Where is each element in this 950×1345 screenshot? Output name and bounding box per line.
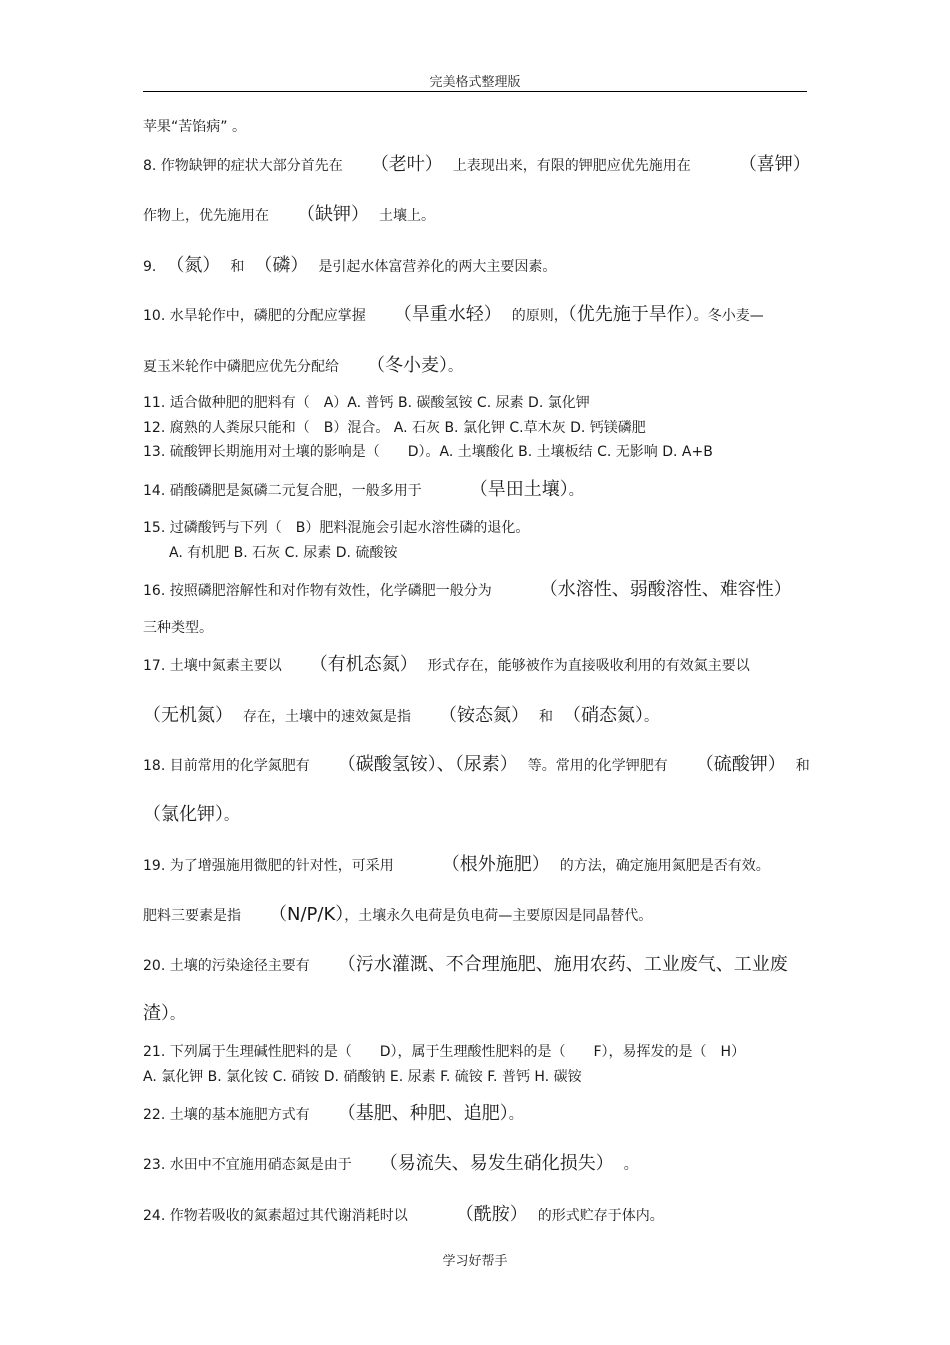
question-21-options xyxy=(143,1067,582,1087)
question-17-cont xyxy=(143,706,658,727)
question-24 xyxy=(143,1205,664,1226)
answer: （优先施于旱作） xyxy=(567,304,694,325)
question-10-cont xyxy=(143,356,462,377)
answer: （碳酸氢铵）、（尿素） xyxy=(337,754,518,775)
question-19 xyxy=(143,855,770,876)
text: 10. 水旱轮作中，磷肥的分配应掌握 xyxy=(143,308,366,324)
text: 11. 适合做种肥的肥料有（ A）A. 普钙 B. 碳酸氢铵 C. 尿素 D. 氯化钾 xyxy=(143,395,590,411)
question-22 xyxy=(143,1104,523,1125)
question-8 xyxy=(143,155,811,176)
text: 和 xyxy=(539,709,553,725)
question-11 xyxy=(143,393,590,413)
text: 作物上，优先施用在 xyxy=(143,208,269,224)
answer: （有机态氮） xyxy=(309,654,418,675)
question-17 xyxy=(143,655,750,676)
text: 。 xyxy=(623,1157,638,1173)
text: 存在，土壤中的速效氮是指 xyxy=(243,709,411,725)
text: A. 氯化钾 B. 氯化铵 C. 硝铵 D. 硝酸钠 E. 尿素 F. 硫铵 F. 普钙 H. 碳铵 xyxy=(143,1069,582,1085)
answer: （硫酸钾） xyxy=(695,754,786,775)
text: 15. 过磷酸钙与下列（ B）肥料混施会引起水溶性磷的退化。 xyxy=(143,520,530,536)
text: 23. 水田中不宜施用硝态氮是由于 xyxy=(143,1157,352,1173)
answer: （N/P/K） xyxy=(269,904,345,925)
answer: （硝态氮） xyxy=(563,705,644,726)
answer: （旱田土壤） xyxy=(469,479,569,500)
answer: （无机氮） xyxy=(143,705,233,726)
text: A. 有机肥 B. 石灰 C. 尿素 D. 硫酸铵 xyxy=(169,545,398,561)
text: 是引起水体富营养化的两大主要因素。 xyxy=(318,259,557,275)
text: 。 xyxy=(224,808,238,824)
answer: （根外施肥） xyxy=(441,854,550,875)
answer: （旱重水轻） xyxy=(393,304,502,325)
text: 21. 下列属于生理碱性肥料的是（ D），属于生理酸性肥料的是（ F），易挥发的是（ H） xyxy=(143,1044,746,1060)
question-23 xyxy=(143,1154,638,1175)
text: 。 xyxy=(508,1107,523,1123)
question-20-cont xyxy=(143,1004,184,1025)
question-8-cont xyxy=(143,205,435,226)
text: 9. xyxy=(143,259,157,275)
text: 和 xyxy=(795,758,810,774)
text: 形式存在，能够被作为直接吸收利用的有效氮主要以 xyxy=(427,658,750,674)
answer: （基肥、种肥、追肥） xyxy=(337,1103,509,1124)
text: 等。常用的化学钾肥有 xyxy=(527,758,668,774)
text: 12. 腐熟的人粪尿只能和（ B）混合。 A. 石灰 B. 氯化钾 C.草木灰 D. 钙镁磷肥 xyxy=(143,420,646,436)
text: 土壤上。 xyxy=(379,208,435,224)
text: 。 xyxy=(448,359,462,375)
text: 肥料三要素是指 xyxy=(143,908,241,924)
text: 17. 土壤中氮素主要以 xyxy=(143,658,282,674)
text: 。冬小麦— xyxy=(693,308,764,324)
answer: （氯化钾） xyxy=(143,804,224,825)
text: 22. 土壤的基本施肥方式有 xyxy=(143,1107,310,1123)
answer: （缺钾） xyxy=(297,204,369,225)
answer: （老叶） xyxy=(370,154,443,175)
text: 的形式贮存于体内。 xyxy=(537,1208,664,1224)
text: 。 xyxy=(170,1007,184,1023)
text: ，土壤永久电荷是负电荷—主要原因是同晶替代。 xyxy=(344,908,653,924)
question-20 xyxy=(143,955,788,976)
question-14 xyxy=(143,480,583,501)
text: 和 xyxy=(230,259,245,275)
answer: （喜钾） xyxy=(738,154,811,175)
question-10 xyxy=(143,305,764,326)
question-16-cont xyxy=(143,618,213,638)
answer: （污水灌溉、不合理施肥、施用农药、工业废气、工业废 xyxy=(337,954,788,975)
text: 的原则， xyxy=(511,308,568,324)
question-21 xyxy=(143,1042,745,1062)
answer: （酰胺） xyxy=(455,1204,528,1225)
question-9 xyxy=(143,256,556,277)
text: 20. 土壤的污染途径主要有 xyxy=(143,958,310,974)
page-footer: 学习好帮手 xyxy=(442,1254,508,1269)
answer: 渣） xyxy=(143,1003,170,1024)
answer: （氮） xyxy=(166,255,221,276)
text: 24. 作物若吸收的氮素超过其代谢消耗时以 xyxy=(143,1208,408,1224)
answer: （铵态氮） xyxy=(439,705,529,726)
answer: （磷） xyxy=(254,255,309,276)
text: 夏玉米轮作中磷肥应优先分配给 xyxy=(143,359,339,375)
text: 13. 硫酸钾长期施用对土壤的影响是（ D）。A. 土壤酸化 B. 土壤板结 C. 无影响 D. A+B xyxy=(143,444,713,460)
question-15-options xyxy=(169,543,397,563)
text: 8. 作物缺钾的症状大部分首先在 xyxy=(143,158,343,174)
text: 的方法，确定施用氮肥是否有效。 xyxy=(559,858,770,874)
answer: （易流失、易发生硝化损失） xyxy=(379,1153,614,1174)
text: 苹果“苦馅病” 。 xyxy=(143,119,246,135)
text: 16. 按照磷肥溶解性和对作物有效性，化学磷肥一般分为 xyxy=(143,583,492,599)
question-16 xyxy=(143,580,792,601)
page-header-title: 完美格式整理版 xyxy=(429,75,521,90)
question-15 xyxy=(143,518,529,538)
question-19-cont xyxy=(143,905,652,926)
text: 19. 为了增强施用微肥的针对性，可采用 xyxy=(143,858,394,874)
header-divider xyxy=(143,91,807,92)
answer: （冬小麦） xyxy=(367,355,448,376)
text: 。 xyxy=(644,709,658,725)
text: 。 xyxy=(568,483,583,499)
text: 14. 硝酸磷肥是氮磷二元复合肥，一般多用于 xyxy=(143,483,422,499)
question-18-cont xyxy=(143,805,238,826)
text: 上表现出来，有限的钾肥应优先施用在 xyxy=(452,158,691,174)
answer: （水溶性、弱酸溶性、难容性） xyxy=(539,579,792,600)
text: 三种类型。 xyxy=(143,620,213,636)
text-line xyxy=(143,117,246,137)
question-18 xyxy=(143,755,810,776)
question-12 xyxy=(143,418,646,438)
question-13 xyxy=(143,442,713,462)
text: 18. 目前常用的化学氮肥有 xyxy=(143,758,310,774)
